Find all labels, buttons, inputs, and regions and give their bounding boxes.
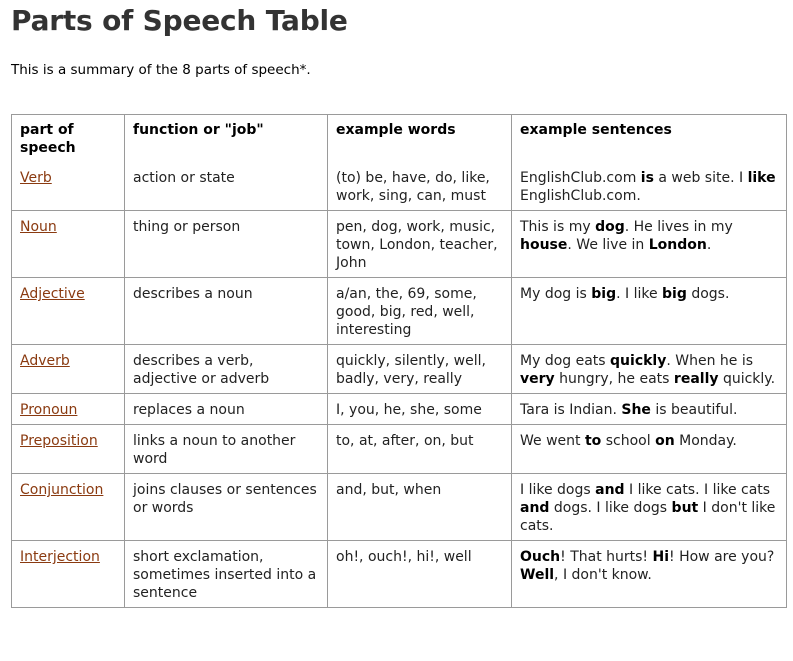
sentence-emphasis: London <box>648 237 707 253</box>
part-link-noun[interactable]: Noun <box>20 219 57 235</box>
part-cell <box>12 394 125 425</box>
sentence-emphasis: dog <box>595 219 625 235</box>
table-row <box>12 211 786 278</box>
sentence-text: . We live in <box>567 237 649 253</box>
part-link-pronoun[interactable]: Pronoun <box>20 402 78 418</box>
table-body <box>12 162 786 607</box>
sentence-text: quickly. <box>718 371 776 387</box>
sentence-text: dogs. I like dogs <box>549 500 672 516</box>
example-sentence-cell <box>512 474 786 541</box>
part-link-adverb[interactable]: Adverb <box>20 353 70 369</box>
sentence-emphasis: and <box>520 500 550 516</box>
table-row <box>12 345 786 394</box>
sentence-text: My dog is <box>520 286 592 302</box>
sentence-emphasis: and <box>595 482 625 498</box>
sentence-text: Monday. <box>674 433 737 449</box>
sentence-text: I don't like cats. <box>520 500 776 534</box>
sentence-text: EnglishClub.com <box>520 170 641 186</box>
part-cell <box>12 211 125 278</box>
header-example-sentences: example sentences <box>520 122 672 138</box>
sentence-emphasis: Well <box>520 567 555 583</box>
part-cell <box>12 541 125 607</box>
sentence-text: . <box>706 237 712 253</box>
sentence-emphasis: Ouch <box>520 549 561 565</box>
table-row <box>12 474 786 541</box>
example-words-cell: pen, dog, work, music, town, London, teacher, John <box>328 211 512 278</box>
sentence-emphasis: to <box>584 433 602 449</box>
sentence-text: is beautiful. <box>650 402 738 418</box>
function-cell: action or state <box>125 162 328 211</box>
function-cell: replaces a noun <box>125 394 328 425</box>
header-example-words: example words <box>328 115 512 162</box>
example-sentence-cell <box>512 211 786 278</box>
function-cell: links a noun to another word <box>125 425 328 474</box>
page-title: Parts of Speech Table <box>11 4 348 37</box>
table-row <box>12 541 786 607</box>
part-link-verb[interactable]: Verb <box>20 170 52 186</box>
sentence-text: ! That hurts! <box>560 549 653 565</box>
function-cell: describes a verb, adjective or adverb <box>125 345 328 394</box>
example-words-cell: I, you, he, she, some <box>328 394 512 425</box>
header-function: function or "job" <box>125 115 328 162</box>
example-sentence-cell <box>512 425 786 474</box>
part-link-interjection[interactable]: Interjection <box>20 549 100 565</box>
sentence-text: EnglishClub.com. <box>520 188 641 204</box>
part-cell <box>12 425 125 474</box>
sentence-text: . I like <box>616 286 663 302</box>
table-row <box>12 425 786 474</box>
example-words-cell: a/an, the, 69, some, good, big, red, well, interesting <box>328 278 512 345</box>
example-words-cell: to, at, after, on, but <box>328 425 512 474</box>
example-words-cell: quickly, silently, well, badly, very, really <box>328 345 512 394</box>
sentence-text: ! How are you? <box>669 549 775 565</box>
header-part-of-speech: part of speech <box>12 115 125 162</box>
sentence-emphasis: like <box>747 170 776 186</box>
sentence-text: , I don't know. <box>554 567 652 583</box>
example-words-cell: oh!, ouch!, hi!, well <box>328 541 512 607</box>
sentence-emphasis: big <box>662 286 687 302</box>
sentence-emphasis: very <box>520 371 555 387</box>
table-row <box>12 394 786 425</box>
example-sentence-cell <box>512 394 786 425</box>
sentence-text: . When he is <box>666 353 754 369</box>
function-cell: describes a noun <box>125 278 328 345</box>
example-sentence-cell <box>512 541 786 607</box>
example-words-cell: and, but, when <box>328 474 512 541</box>
parts-of-speech-table <box>11 114 787 608</box>
table-row <box>12 278 786 345</box>
example-words-cell: (to) be, have, do, like, work, sing, can, must <box>328 162 512 211</box>
sentence-text: I like dogs <box>520 482 596 498</box>
part-cell <box>12 345 125 394</box>
sentence-text: a web site. I <box>653 170 748 186</box>
example-sentence-cell <box>512 278 786 345</box>
example-sentence-cell <box>512 162 786 211</box>
sentence-emphasis: big <box>591 286 617 302</box>
part-link-adjective[interactable]: Adjective <box>20 286 85 302</box>
function-cell: thing or person <box>125 211 328 278</box>
sentence-emphasis: really <box>673 371 719 387</box>
part-cell <box>12 474 125 541</box>
sentence-emphasis: Hi <box>652 549 670 565</box>
sentence-emphasis: house <box>520 237 568 253</box>
sentence-text: Tara is Indian. <box>520 402 622 418</box>
sentence-text: My dog eats <box>520 353 611 369</box>
table-header-row <box>12 115 786 162</box>
sentence-emphasis: is <box>640 170 654 186</box>
sentence-text: dogs. <box>686 286 730 302</box>
sentence-emphasis: on <box>655 433 675 449</box>
intro-text: This is a summary of the 8 parts of speech*. <box>11 62 311 78</box>
table-row <box>12 162 786 211</box>
part-link-preposition[interactable]: Preposition <box>20 433 98 449</box>
sentence-emphasis: but <box>671 500 699 516</box>
sentence-emphasis: She <box>621 402 651 418</box>
sentence-text: I like cats. I like cats <box>624 482 771 498</box>
example-sentence-cell <box>512 345 786 394</box>
sentence-text: We went <box>520 433 585 449</box>
sentence-emphasis: quickly <box>610 353 667 369</box>
function-cell: short exclamation, sometimes inserted into a sentence <box>125 541 328 607</box>
sentence-text: school <box>601 433 656 449</box>
part-cell <box>12 278 125 345</box>
part-link-conjunction[interactable]: Conjunction <box>20 482 104 498</box>
sentence-text: hungry, he eats <box>554 371 674 387</box>
function-cell: joins clauses or sentences or words <box>125 474 328 541</box>
part-cell <box>12 162 125 211</box>
sentence-text: . He lives in my <box>624 219 733 235</box>
sentence-text: This is my <box>520 219 596 235</box>
